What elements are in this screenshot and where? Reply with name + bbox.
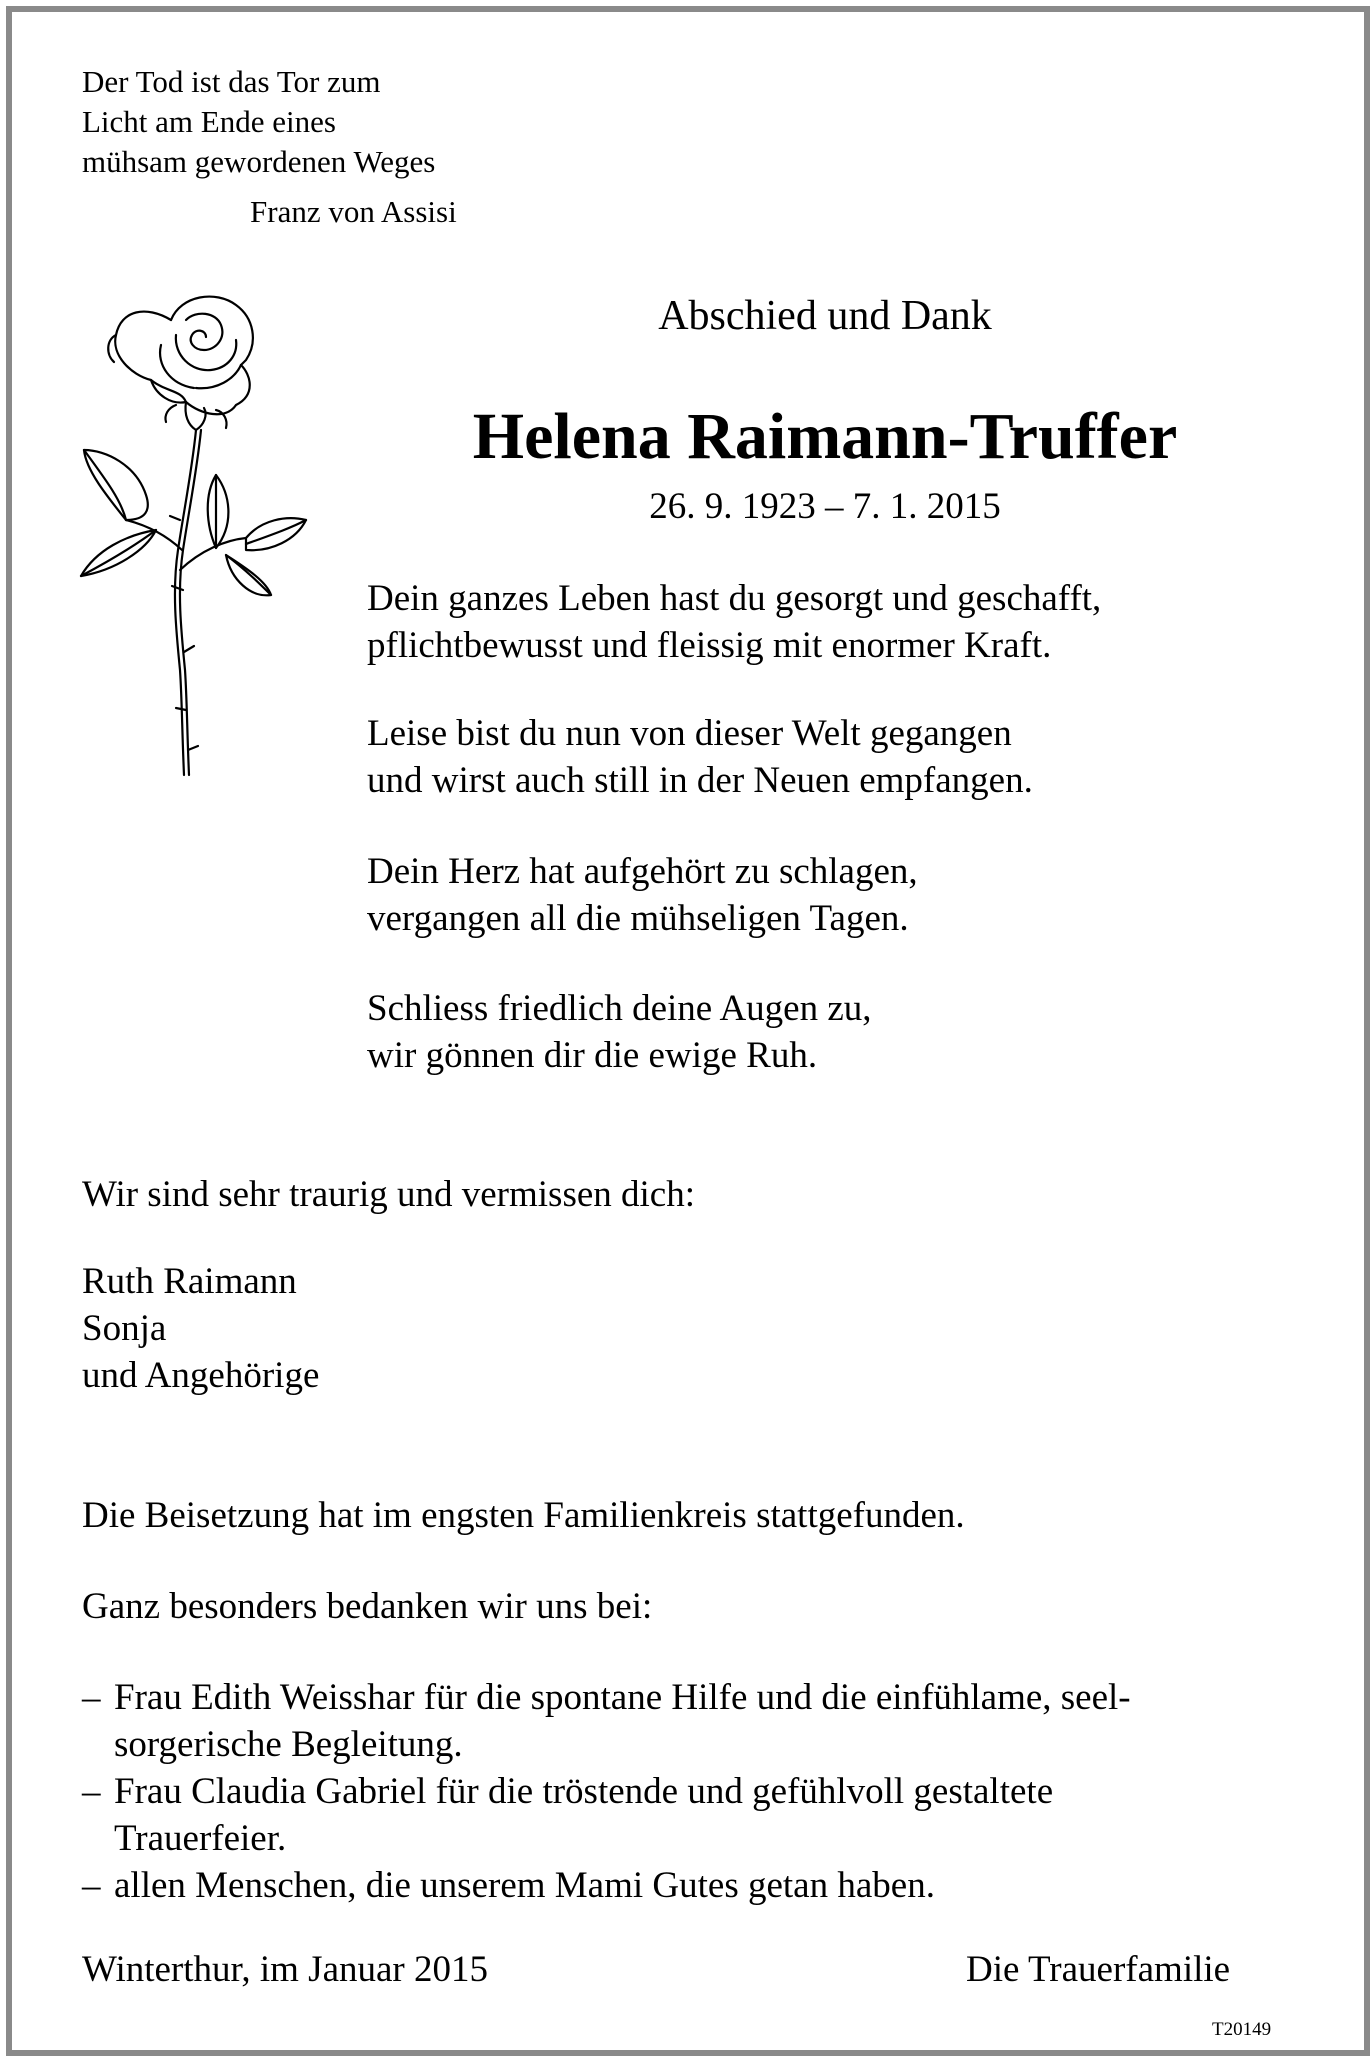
poem-line: pflichtbewusst und fleissig mit enormer Kraft.: [367, 625, 1052, 666]
list-dash: –: [82, 1771, 101, 1812]
mourner-name: Sonja: [82, 1308, 167, 1349]
quote: [82, 62, 435, 182]
poem-stanza: [367, 848, 918, 942]
mourner-name: und Angehörige: [82, 1355, 320, 1396]
poem-line: vergangen all die mühseligen Tagen.: [367, 898, 909, 939]
thanks-intro: Ganz besonders bedanken wir uns bei:: [82, 1586, 653, 1627]
thanks-list: [82, 1674, 1131, 1909]
thanks-item: [82, 1768, 1131, 1862]
list-dash: –: [82, 1677, 101, 1718]
thanks-line: Frau Claudia Gabriel für die tröstende und gefühlvoll gestaltete: [114, 1771, 1054, 1812]
thanks-line: Trauerfeier.: [114, 1818, 287, 1859]
place-date: Winterthur, im Januar 2015: [82, 1949, 488, 1990]
thanks-line: sorgerische Begleitung.: [114, 1724, 463, 1765]
poem-line: Dein ganzes Leben hast du gesorgt und geschafft,: [367, 578, 1102, 619]
mourners-list: [82, 1258, 319, 1399]
heading: Abschied und Dank: [658, 293, 992, 339]
thanks-line: Frau Edith Weisshar für die spontane Hilfe und die einfühlame, seel-: [114, 1677, 1131, 1718]
signature: Die Trauerfamilie: [966, 1949, 1231, 1990]
thanks-item: [82, 1862, 1131, 1909]
mourners-intro: Wir sind sehr traurig und vermissen dich:: [82, 1174, 695, 1215]
quote-line: mühsam gewordenen Weges: [82, 144, 436, 179]
poem-stanza: [367, 985, 872, 1079]
quote-line: Licht am Ende eines: [82, 104, 336, 139]
deceased-name: Helena Raimann-Truffer: [472, 400, 1178, 473]
poem-line: Leise bist du nun von dieser Welt gegangen: [367, 713, 1012, 754]
thanks-item: [82, 1674, 1131, 1768]
poem-stanza: [367, 710, 1033, 804]
mourner-name: Ruth Raimann: [82, 1261, 297, 1302]
poem-line: wir gönnen dir die ewige Ruh.: [367, 1035, 818, 1076]
poem-line: Schliess friedlich deine Augen zu,: [367, 988, 872, 1029]
ad-code: T20149: [1212, 2019, 1272, 2040]
life-dates: 26. 9. 1923 – 7. 1. 2015: [649, 486, 1001, 527]
quote-line: Der Tod ist das Tor zum: [82, 64, 381, 99]
list-dash: –: [82, 1865, 101, 1906]
quote-author: Franz von Assisi: [250, 194, 457, 229]
burial-note: Die Beisetzung hat im engsten Familienkreis stattgefunden.: [82, 1495, 965, 1536]
poem-stanza: [367, 575, 1101, 669]
poem-line: und wirst auch still in der Neuen empfangen.: [367, 760, 1033, 801]
poem-line: Dein Herz hat aufgehört zu schlagen,: [367, 851, 918, 892]
thanks-line: allen Menschen, die unserem Mami Gutes getan haben.: [114, 1865, 935, 1906]
rose-icon: [76, 280, 326, 790]
